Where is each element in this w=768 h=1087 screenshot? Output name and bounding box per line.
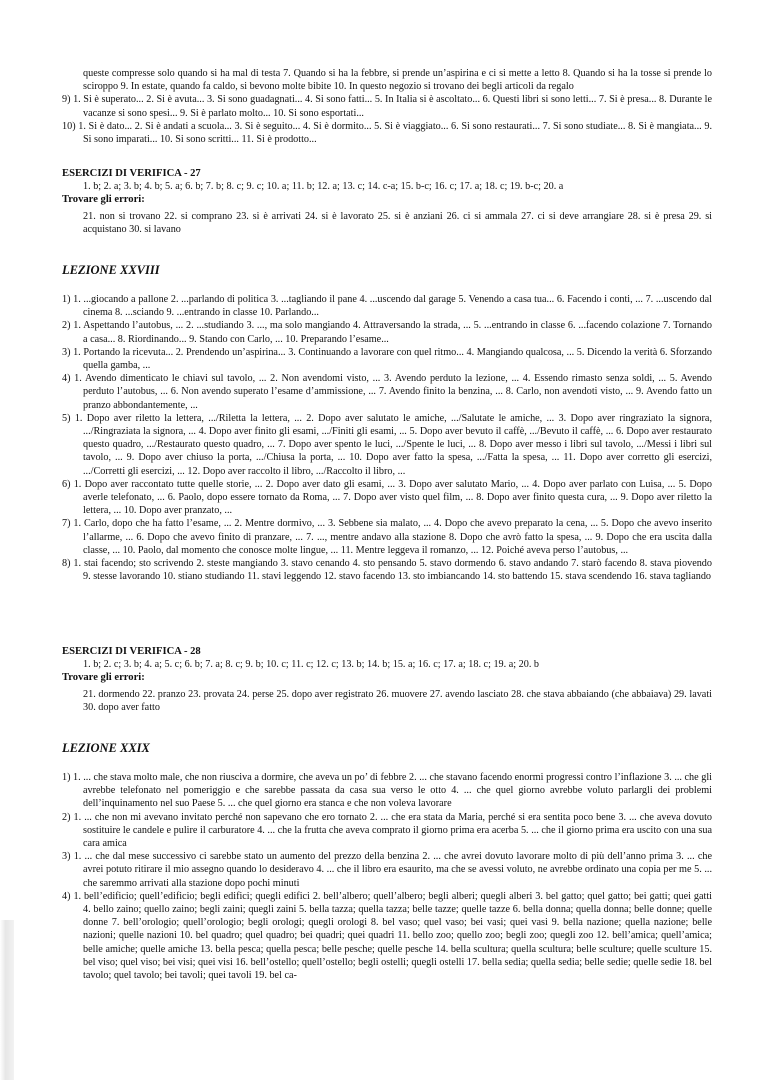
exercise-item: 4) 1. Avendo dimenticato le chiavi sul tavolo, ... 2. Non avendomi visto, ... 3. Avendo perduto la lezione, ... 4. Essendo rimasto senza soldi, ... 5. Avendo perduto l’autobus, ... 6. Non avendo superato l’esame d’ammissione, ... 7. Avendo finito la benzina, ... 8. Carlo, non avendoti visto, ... 9. Avendo fatto un pranzo abbondantemente, ... [62, 373, 712, 411]
lezione-28-exercises [62, 293, 712, 583]
section-heading: ESERCIZI DI VERIFICA - 28 [62, 646, 201, 657]
section-heading: ESERCIZI DI VERIFICA - 27 [62, 168, 201, 179]
errors-label: Trovare gli errori: [62, 194, 145, 206]
exercise-item: 8) 1. stai facendo; sto scrivendo 2. steste mangiando 3. stavo cenando 4. sto pensando 5. stavo dormendo 6. stavo andando 7. starò facendo 8. stava piovendo 9. stesse lavorando 10. stiano studiando 11. stavi leggendo 12. stavo facendo 13. sto imbiancando 14. sto battendo 15. stava scendendo 16. stava tagliando [62, 558, 712, 583]
scan-edge-shadow [0, 920, 14, 1080]
exercise-item: 2) 1. ... che non mi avevano invitato perché non sapevano che ero tornato 2. ... che era stata da Maria, perché si era sentita poco bene 3. ... che aveva dovuto sostituire le candele e pulire il carburatore 4. ... che la frutta che aveva comprato il giorno prima era acerba 5. ... che il giorno prima era uscito con una sua cara amica [62, 811, 712, 850]
lesson-title: LEZIONE XXVIII [62, 263, 160, 277]
answer-key: 1. b; 2. c; 3. b; 4. a; 5. c; 6. b; 7. a; 8. c; 9. b; 10. c; 11. c; 12. c; 13. b; 14. b; 15. a; 16. c; 17. a; 18. c; 19. a; 20. b [83, 659, 540, 671]
exercise-item: 1) 1. ...giocando a pallone 2. ...parlando di politica 3. ...tagliando il pane 4. ...uscendo dal garage 5. Venendo a casa tua... 6. Facendo i conti, ... 7. ...uscendo dal cinema 8. ...sciando 9. ...entrando in classe 10. Parlando... [62, 294, 712, 319]
errors-answers: 21. dormendo 22. pranzo 23. provata 24. perse 25. dopo aver registrato 26. muovere 27. avendo lasciato 28. che stava abbaiando (che abbaiava) 29. lavati 30. dopo aver fatto [83, 688, 712, 713]
errors-answers: 21. non si trovano 22. si comprano 23. si è arrivati 24. si è lavorato 25. si è anziani 26. ci si ammala 27. ci si deve arrangiare 28. si è presa 29. si acquistano 30. si lavano [83, 210, 712, 235]
exercise-item: 4) 1. bell’edificio; quell’edificio; begli edifici; quegli edifici 2. bell’albero; quell’albero; begli alberi; quegli alberi 3. bel gatto; quel gatto; bei gatti; quei gatti 4. bello zaino; quello zaino; begli zaini; quegli zaini 5. bella tazza; quella tazza; belle tazze; quelle tazze 6. bella donna; quella donna; belle donne; quelle donne 7. bell’orologio; quell’orologio; begli orologi; quegli orologi 8. bel vaso; quel vaso; bei vasi; quei vasi 9. bella nazione; quella nazione; belle nazioni; quelle nazioni 10. bel quadro; quel quadro; bei quadri; quei quadri 11. bello zoo; quello zoo; begli zoo; quegli zoo 12. bell’amica; quell’amica; belle amiche; quelle amiche 13. bella pesca; quella pesca; belle pesche; quelle pesche 14. bella scultura; quella scultura; belle sculture; quelle sculture 15. bel viso; quel viso; bei visi; quei visi 16. bell’ostello; quell’ostello; begli ostelli; quegli ostelli 17. bella sedia; quella sedia; belle sedie; quelle sedie 18. bel tavolo; quel tavolo; bei tavoli; quei tavoli 19. bel ca- [62, 890, 712, 982]
text-line: queste compresse solo quando si ha mal di testa 7. Quando si ha la febbre, si prende un’aspirina e ci si mette a letto 8. Quando si ha la tosse si prende lo sciroppo 9. In estate, quando fa caldo, si bevono molte bibite 10. In questo negozio si trovano dei begli articoli da regalo [83, 68, 712, 93]
verifica-27-section [62, 167, 712, 236]
exercise-item: 1) 1. ... che stava molto male, che non riusciva a dormire, che aveva un po’ di febbre 2. ... che stavano facendo enormi progressi contro l’inflazione 3. ... che gli avrebbe telefonato nel pomeriggio e che sarebbe passata da casa sua verso le otto 4. ... che quel giorno avrebbe voluto parlargli dei problemi dell’inquinamento nel suo Paese 5. ... che quel giorno era stanca e che non voleva lavorare [62, 772, 712, 810]
lesson-title: LEZIONE XXIX [62, 741, 150, 755]
exercise-item: 3) 1. ... che dal mese successivo ci sarebbe stato un aumento del prezzo della benzina 2. ... che avrei dovuto lavorare molto di più dell’anno prima 3. ... che avrei potuto ritirare il mio assegno quando lo desideravo 4. ... che il libro era esaurito, ma che se avessi voluto, ne avrebbe ordinato una copia per me 5. ... che saremmo arrivati alla stazione dopo pochi minuti [62, 851, 712, 889]
exercise-item: 2) 1. Aspettando l’autobus, ... 2. ...studiando 3. ..., ma solo mangiando 4. Attraversando la strada, ... 5. ...entrando in classe 6. ...facendo colazione 7. Tornando a casa... 8. Riordinando... 9. Stando con Carlo, ... 10. Preparando l’esame... [62, 320, 712, 345]
exercise-item: 7) 1. Carlo, dopo che ha fatto l’esame, ... 2. Mentre dormivo, ... 3. Sebbene sia malato, ... 4. Dopo che avevo preparato la cena, ... 5. Dopo che avevo inserito l’allarme, ... 6. Dopo che avevo finito di pranzare, ... 7. ..., mentre andavo alla stazione 8. Dopo che avrò fatto la spesa, ... 9. Dopo che era uscita dalla classe, ... 10. Paolo, dal momento che conosce molte lingue, ... 11. Mentre leggeva il romanzo, ... 12. Poiché aveva perso l’autobus, ... [62, 518, 712, 556]
exercise-item: 3) 1. Portando la ricevuta... 2. Prendendo un’aspirina... 3. Continuando a lavorare con quel ritmo... 4. Mangiando qualcosa, ... 5. Dicendo la verità 6. Sforzando quella gamba, ... [62, 346, 712, 372]
block-continuation [62, 67, 712, 146]
lezione-29-exercises [62, 771, 712, 982]
exercise-item: 6) 1. Dopo aver raccontato tutte quelle storie, ... 2. Dopo aver dato gli esami, ... 3. Dopo aver salutato Mario, ... 4. Dopo aver parlato con Luisa, ... 5. Dopo averle telefonato, ... 6. Paolo, dopo essere tornato da Roma, ... 7. Dopo aver visto quel film, ... 8. Dopo aver finito questa cura, ... 9. Dopo aver riletto la lettera, ... 10. Dopo aver pranzato, ... [62, 478, 712, 517]
errors-label: Trovare gli errori: [62, 672, 145, 684]
exercise-item: 5) 1. Dopo aver riletto la lettera, .../Riletta la lettera, ... 2. Dopo aver salutato le amiche, .../Salutate le amiche, ... 3. Dopo aver ringraziato la signora, .../Ringraziata la signora, ... 4. Dopo aver finito gli esami, .../Finiti gli esami, ... 5. Dopo aver bevuto il caffè, .../Bevuto il caffè, ... 6. Dopo aver restaurato questo quadro, .../Restaurato questo quadro, ... 7. Dopo aver spento le luci, .../Spente le luci, ... 8. Dopo aver messo i libri sul tavolo, .../Messi i libri sul tavolo, ... 9. Dopo aver chiuso la porta, .../Chiusa la porta, ... 10. Dopo aver fatto la spesa, .../Fatta la spesa, ... 11. Dopo aver corretto gli esercizi, .../Corretti gli esercizi, ... 12. Dopo aver raccolto il libro, .../Raccolto il libro, ... [62, 412, 712, 477]
exercise-10: 10) 1. Si è dato... 2. Si è andati a scuola... 3. Si è seguito... 4. Si è dormito... 5. Si è viaggiato... 6. Si sono restaurati... 7. Si sono studiate... 8. Si è mangiata... 9. Si sono imparati... 10. Si sono scritti... 11. Si è prodotto... [62, 120, 712, 146]
exercise-9: 9) 1. Si è superato... 2. Si è avuta... 3. Si sono guadagnati... 4. Si sono fatti... 5. In Italia si è ascoltato... 6. Questi libri si sono letti... 7. Si è presa... 8. Durante le vacanze si sono spesi... 9. Si è parlato molto... 10. Si sono esportati... [62, 94, 712, 119]
verifica-28-section [62, 645, 712, 714]
answer-key: 1. b; 2. a; 3. b; 4. b; 5. a; 6. b; 7. b; 8. c; 9. c; 10. a; 11. b; 12. a; 13. c; 14. c-a; 15. b-c; 16. c; 17. a; 18. c; 19. b-c; 20. a [83, 181, 564, 193]
